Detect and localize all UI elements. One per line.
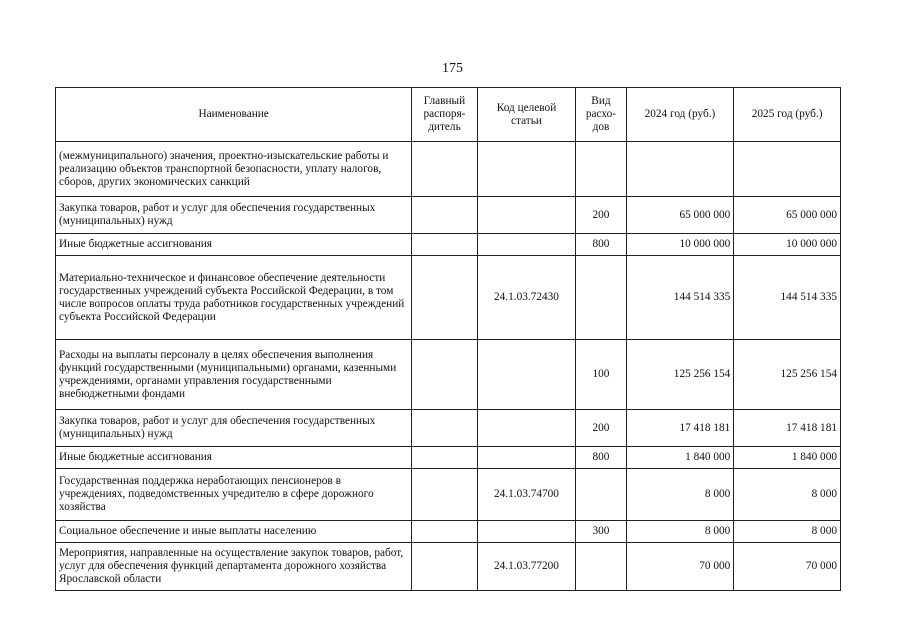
header-code: Код целевой статьи	[477, 88, 576, 142]
cell-name: Закупка товаров, работ и услуг для обеспечения государственных (муниципальных) нужд	[56, 410, 412, 447]
cell-code: 24.1.03.74700	[477, 469, 576, 521]
cell-y2025: 65 000 000	[734, 197, 841, 234]
cell-admin	[412, 256, 477, 340]
cell-y2025: 125 256 154	[734, 340, 841, 410]
cell-name: Мероприятия, направленные на осуществление закупок товаров, работ, услуг для обеспечения функций департамента дорожного хозяйства Ярославской области	[56, 543, 412, 591]
cell-y2024: 17 418 181	[626, 410, 734, 447]
cell-kind	[576, 142, 626, 197]
table-row	[56, 340, 841, 410]
cell-name: Иные бюджетные ассигнования	[56, 447, 412, 469]
cell-y2024: 65 000 000	[626, 197, 734, 234]
cell-code	[477, 521, 576, 543]
cell-code	[477, 340, 576, 410]
cell-kind: 300	[576, 521, 626, 543]
cell-kind: 100	[576, 340, 626, 410]
cell-y2025: 17 418 181	[734, 410, 841, 447]
header-kind: Вид расхо-дов	[576, 88, 626, 142]
cell-y2025: 70 000	[734, 543, 841, 591]
cell-y2025: 144 514 335	[734, 256, 841, 340]
cell-y2025: 8 000	[734, 469, 841, 521]
cell-y2024	[626, 142, 734, 197]
cell-y2025: 1 840 000	[734, 447, 841, 469]
cell-code: 24.1.03.77200	[477, 543, 576, 591]
cell-y2024: 1 840 000	[626, 447, 734, 469]
cell-name: Социальное обеспечение и иные выплаты населению	[56, 521, 412, 543]
cell-code	[477, 447, 576, 469]
cell-code	[477, 234, 576, 256]
cell-admin	[412, 197, 477, 234]
cell-kind	[576, 256, 626, 340]
table-row	[56, 142, 841, 197]
cell-y2025: 10 000 000	[734, 234, 841, 256]
table-header-row	[56, 88, 841, 142]
cell-admin	[412, 142, 477, 197]
header-name: Наименование	[56, 88, 412, 142]
cell-admin	[412, 447, 477, 469]
cell-name: Иные бюджетные ассигнования	[56, 234, 412, 256]
cell-code	[477, 197, 576, 234]
cell-admin	[412, 234, 477, 256]
cell-kind: 200	[576, 197, 626, 234]
cell-admin	[412, 543, 477, 591]
page-number: 175	[442, 61, 463, 76]
cell-kind	[576, 543, 626, 591]
cell-y2024: 125 256 154	[626, 340, 734, 410]
cell-kind: 800	[576, 234, 626, 256]
cell-y2024: 10 000 000	[626, 234, 734, 256]
cell-name: Закупка товаров, работ и услуг для обеспечения государственных (муниципальных) нужд	[56, 197, 412, 234]
cell-y2025: 8 000	[734, 521, 841, 543]
table-row	[56, 543, 841, 591]
cell-code: 24.1.03.72430	[477, 256, 576, 340]
cell-kind: 800	[576, 447, 626, 469]
cell-kind	[576, 469, 626, 521]
table-row	[56, 197, 841, 234]
table-row	[56, 234, 841, 256]
cell-name: (межмуниципального) значения, проектно-изыскательские работы и реализацию объектов транспортной безопасности, уплату налогов, сборов, других экономических санкций	[56, 142, 412, 197]
cell-y2024: 8 000	[626, 469, 734, 521]
cell-name: Расходы на выплаты персоналу в целях обеспечения выполнения функций государственными (муниципальными) органами, казенными учреждениями, органами управления государственными внебюджетными фондами	[56, 340, 412, 410]
header-2025: 2025 год (руб.)	[734, 88, 841, 142]
cell-admin	[412, 469, 477, 521]
header-2024: 2024 год (руб.)	[626, 88, 734, 142]
cell-admin	[412, 340, 477, 410]
table-row	[56, 410, 841, 447]
cell-admin	[412, 410, 477, 447]
cell-code	[477, 410, 576, 447]
cell-name: Материально-техническое и финансовое обеспечение деятельности государственных учреждений субъекта Российской Федерации, в том числе вопросов оплаты труда работников государственных учреждений субъекта Российской Федерации	[56, 256, 412, 340]
cell-y2024: 8 000	[626, 521, 734, 543]
table-row	[56, 447, 841, 469]
cell-kind: 200	[576, 410, 626, 447]
cell-y2024: 70 000	[626, 543, 734, 591]
table-row	[56, 469, 841, 521]
cell-name: Государственная поддержка неработающих пенсионеров в учреждениях, подведомственных учредителю в сфере дорожного хозяйства	[56, 469, 412, 521]
cell-y2024: 144 514 335	[626, 256, 734, 340]
table-row	[56, 256, 841, 340]
budget-table	[55, 87, 841, 591]
cell-y2025	[734, 142, 841, 197]
cell-code	[477, 142, 576, 197]
cell-admin	[412, 521, 477, 543]
header-admin: Главный распоря-дитель	[412, 88, 477, 142]
table-row	[56, 521, 841, 543]
